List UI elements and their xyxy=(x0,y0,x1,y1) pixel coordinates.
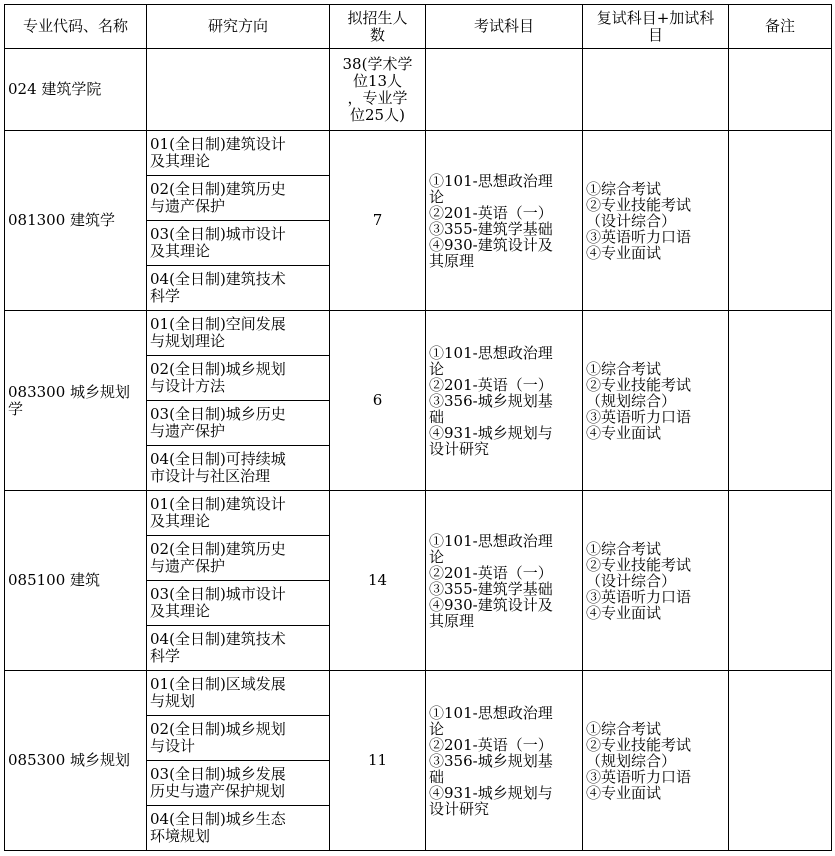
cell-line: 科学 xyxy=(150,647,181,665)
cell-line: 础 xyxy=(429,767,445,786)
direction-cell xyxy=(147,131,330,176)
direction-cell xyxy=(147,806,330,851)
cell-line: 01(全日制)建筑设计 xyxy=(150,135,286,153)
enrollment-table xyxy=(4,4,832,851)
cell-line: ①综合考试 xyxy=(586,719,662,738)
cell-line: 其原理 xyxy=(429,611,475,630)
direction-cell xyxy=(147,716,330,761)
cell-line: 01(全日制)区域发展 xyxy=(150,675,286,693)
cell-line: 市设计与社区治理 xyxy=(150,467,271,485)
cell-line: 其原理 xyxy=(429,251,475,270)
retest-subjects xyxy=(583,491,729,671)
cell-line: 及其理论 xyxy=(150,242,211,260)
major-row xyxy=(5,671,832,716)
cell-line: ④专业面试 xyxy=(586,423,662,442)
major-row xyxy=(5,311,832,356)
notes-cell xyxy=(729,671,832,851)
cell-line: 03(全日制)城市设计 xyxy=(150,585,286,603)
cell-line: ②201-英语（一） xyxy=(429,203,553,222)
cell-line: 085300 城乡规划 xyxy=(8,751,131,769)
header-direction: 研究方向 xyxy=(147,5,330,49)
notes-cell xyxy=(729,311,832,491)
cell-line: ③356-城乡规划基 xyxy=(429,391,553,410)
cell-line: ④930-建筑设计及 xyxy=(429,595,553,614)
college-exam xyxy=(426,49,583,131)
cell-line: 论 xyxy=(429,547,445,566)
major-name xyxy=(5,491,147,671)
cell-line: ②专业技能考试 xyxy=(586,735,692,754)
cell-line: 与遗产保护 xyxy=(150,197,226,215)
cell-line: （设计综合） xyxy=(586,211,677,230)
cell-line: 学 xyxy=(8,399,24,418)
header-row xyxy=(5,5,832,49)
header-retest: 复试科目+加试科 目 xyxy=(583,5,729,49)
cell-line: ③355-建筑学基础 xyxy=(429,579,553,598)
college-row xyxy=(5,49,832,131)
cell-line: ③356-城乡规划基 xyxy=(429,751,553,770)
direction-cell xyxy=(147,626,330,671)
header-notes: 备注 xyxy=(729,5,832,49)
college-direction xyxy=(147,49,330,131)
cell-line: ②专业技能考试 xyxy=(586,555,692,574)
cell-line: 与设计方法 xyxy=(150,377,226,395)
cell-line: 03(全日制)城乡发展 xyxy=(150,765,286,783)
cell-line: ①综合考试 xyxy=(586,359,662,378)
major-quota: 14 xyxy=(330,491,426,671)
cell-line: ④专业面试 xyxy=(586,603,662,622)
cell-line: ②201-英语（一） xyxy=(429,375,553,394)
major-row xyxy=(5,131,832,176)
cell-line: 及其理论 xyxy=(150,602,211,620)
direction-cell xyxy=(147,671,330,716)
notes-cell xyxy=(729,491,832,671)
cell-line: 02(全日制)城乡规划 xyxy=(150,720,286,738)
cell-line: 02(全日制)建筑历史 xyxy=(150,540,286,558)
direction-cell xyxy=(147,581,330,626)
direction-cell xyxy=(147,356,330,401)
cell-line: 01(全日制)空间发展 xyxy=(150,315,286,333)
cell-line: 01(全日制)建筑设计 xyxy=(150,495,286,513)
cell-line: 环境规划 xyxy=(150,827,211,845)
direction-cell xyxy=(147,491,330,536)
cell-line: 础 xyxy=(429,407,445,426)
cell-line: 与设计 xyxy=(150,737,196,755)
cell-line: 科学 xyxy=(150,287,181,305)
college-name: 024 建筑学院 xyxy=(5,49,147,131)
retest-subjects xyxy=(583,131,729,311)
cell-line: 论 xyxy=(429,719,445,738)
exam-subjects xyxy=(426,671,583,851)
cell-line: 04(全日制)可持续城 xyxy=(150,450,286,468)
cell-line: 设计研究 xyxy=(429,439,490,458)
cell-line: ①101-思想政治理 xyxy=(429,703,553,722)
cell-line: ④专业面试 xyxy=(586,243,662,262)
cell-line: ②专业技能考试 xyxy=(586,375,692,394)
direction-cell xyxy=(147,536,330,581)
cell-line: （规划综合） xyxy=(586,391,677,410)
cell-line: 论 xyxy=(429,359,445,378)
cell-line: 02(全日制)建筑历史 xyxy=(150,180,286,198)
cell-line: ②专业技能考试 xyxy=(586,195,692,214)
cell-line: 论 xyxy=(429,187,445,206)
direction-cell xyxy=(147,221,330,266)
direction-cell xyxy=(147,761,330,806)
cell-line: ③英语听力口语 xyxy=(586,407,692,426)
major-quota: 11 xyxy=(330,671,426,851)
cell-line: ④专业面试 xyxy=(586,783,662,802)
cell-line: 03(全日制)城乡历史 xyxy=(150,405,286,423)
direction-cell xyxy=(147,401,330,446)
cell-line: 设计研究 xyxy=(429,799,490,818)
cell-line: ④931-城乡规划与 xyxy=(429,783,553,802)
major-name xyxy=(5,671,147,851)
header-code-name: 专业代码、名称 xyxy=(5,5,147,49)
cell-line: ①101-思想政治理 xyxy=(429,171,553,190)
retest-subjects xyxy=(583,671,729,851)
direction-cell xyxy=(147,446,330,491)
cell-line: ②201-英语（一） xyxy=(429,563,553,582)
major-name xyxy=(5,311,147,491)
cell-line: ①101-思想政治理 xyxy=(429,531,553,550)
cell-line: ①综合考试 xyxy=(586,539,662,558)
major-name xyxy=(5,131,147,311)
cell-line: ③英语听力口语 xyxy=(586,587,692,606)
cell-line: 与遗产保护 xyxy=(150,422,226,440)
direction-cell xyxy=(147,176,330,221)
cell-line: 083300 城乡规划 xyxy=(8,382,131,401)
cell-line: 及其理论 xyxy=(150,152,211,170)
cell-line: 与规划 xyxy=(150,692,196,710)
cell-line: （规划综合） xyxy=(586,751,677,770)
cell-line: 与规划理论 xyxy=(150,332,226,350)
cell-line: 与遗产保护 xyxy=(150,557,226,575)
exam-subjects xyxy=(426,311,583,491)
header-exam: 考试科目 xyxy=(426,5,583,49)
cell-line: ①综合考试 xyxy=(586,179,662,198)
cell-line: ④931-城乡规划与 xyxy=(429,423,553,442)
cell-line: 085100 建筑 xyxy=(8,571,101,589)
major-quota: 6 xyxy=(330,311,426,491)
cell-line: ③英语听力口语 xyxy=(586,767,692,786)
cell-line: ④930-建筑设计及 xyxy=(429,235,553,254)
cell-line: 03(全日制)城市设计 xyxy=(150,225,286,243)
cell-line: 081300 建筑学 xyxy=(8,211,116,229)
cell-line: ②201-英语（一） xyxy=(429,735,553,754)
major-quota: 7 xyxy=(330,131,426,311)
exam-subjects xyxy=(426,131,583,311)
notes-cell xyxy=(729,131,832,311)
cell-line: 04(全日制)建筑技术 xyxy=(150,270,286,288)
cell-line: 及其理论 xyxy=(150,512,211,530)
cell-line: 02(全日制)城乡规划 xyxy=(150,360,286,378)
college-quota: 38(学术学 位13人 ，专业学 位25人) xyxy=(330,49,426,131)
cell-line: 04(全日制)建筑技术 xyxy=(150,630,286,648)
exam-subjects xyxy=(426,491,583,671)
header-quota: 拟招生人 数 xyxy=(330,5,426,49)
cell-line: ①101-思想政治理 xyxy=(429,343,553,362)
cell-line: （设计综合） xyxy=(586,571,677,590)
cell-line: ③355-建筑学基础 xyxy=(429,219,553,238)
cell-line: ③英语听力口语 xyxy=(586,227,692,246)
major-row xyxy=(5,491,832,536)
college-notes xyxy=(729,49,832,131)
direction-cell xyxy=(147,311,330,356)
college-retest xyxy=(583,49,729,131)
retest-subjects xyxy=(583,311,729,491)
direction-cell xyxy=(147,266,330,311)
cell-line: 04(全日制)城乡生态 xyxy=(150,810,286,828)
cell-line: 历史与遗产保护规划 xyxy=(150,782,286,800)
